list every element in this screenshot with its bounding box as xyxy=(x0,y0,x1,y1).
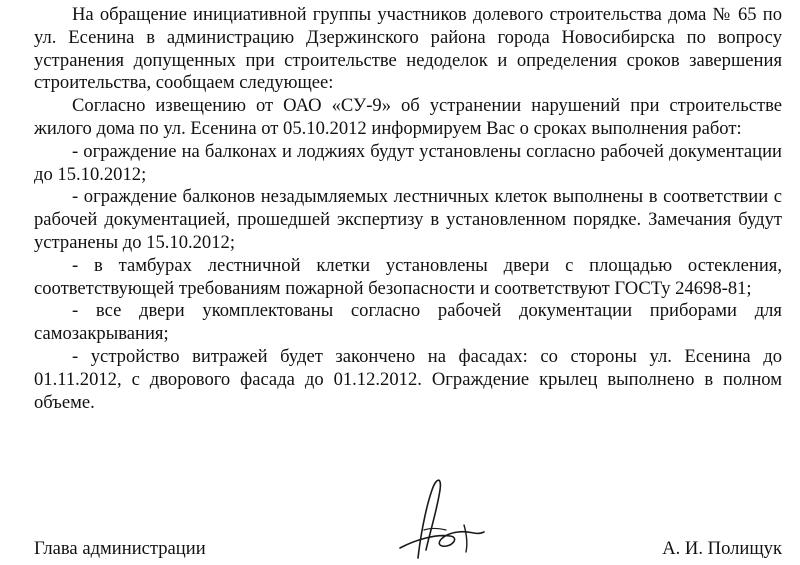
list-item-stairwell-railings: - ограждение балконов незадымляемых лестничных клеток выполнены в соответствии с рабочей документацией, прошедшей экспертизу в установленном порядке. Замечания будут устранены до 15.10.2012; xyxy=(34,186,782,253)
signatory-name: А. И. Полищук xyxy=(662,538,782,559)
list-item-vestibule-doors: - в тамбурах лестничной клетки установлены двери с площадью остекления, соответствующей требованиям пожарной безопасности и соответствуют ГОСТу 24698-81; xyxy=(34,254,782,299)
signature-block xyxy=(34,532,782,562)
signatory-position: Глава администрации xyxy=(34,538,206,559)
letter-body xyxy=(34,4,782,414)
list-item-balcony-railings: - ограждение на балконах и лоджиях будут установлены согласно рабочей документации до 15.10.2012; xyxy=(34,140,782,185)
paragraph-intro: На обращение инициативной группы участников долевого строительства дома № 65 по ул. Есенина в администрацию Дзержинского района города Новосибирска по вопросу устранения допущенных при строительстве недоделок и определения сроков завершения строительства, сообщаем следующее: xyxy=(34,4,782,94)
list-item-stained-glass: - устройство витражей будет закончено на фасадах: со стороны ул. Есенина до 01.11.2012, с дворового фасада до 01.12.2012. Ограждение крылец выполнено в полном объеме. xyxy=(34,345,782,413)
list-item-door-closers: - все двери укомплектованы согласно рабочей документации приборами для самозакрывания; xyxy=(34,300,782,345)
paragraph-notice: Согласно извещению от ОАО «СУ-9» об устранении нарушений при строительстве жилого дома по ул. Есенина от 05.10.2012 информируем Вас о сроках выполнения работ: xyxy=(34,95,782,139)
